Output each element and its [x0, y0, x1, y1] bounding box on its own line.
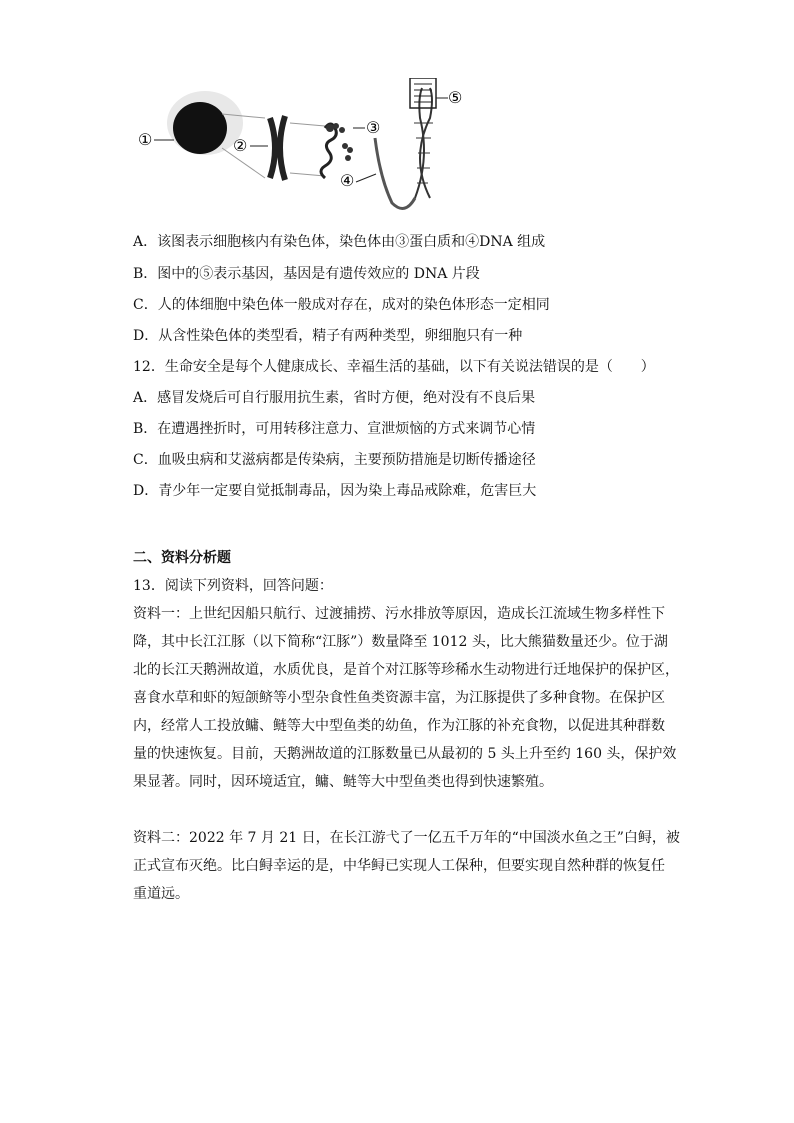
material-one-line: 资料一：上世纪因船只航行、过渡捕捞、污水排放等原因，造成长江流域生物多样性下: [133, 606, 665, 622]
material-two-line: 正式宣布灭绝。比白鲟幸运的是，中华鲟已实现人工保种，但要实现自然种群的恢复任: [133, 858, 665, 874]
q11-option-d: D．从含性染色体的类型看，精子有两种类型，卵细胞只有一种: [133, 328, 523, 344]
label-1: ①: [138, 130, 153, 149]
material-one-line: 量的快速恢复。目前，天鹅洲故道的江豚数量已从最初的 5 头上升至约 160 头，保护效: [133, 746, 677, 762]
material-one-line: 内，经常人工投放鳙、鲢等大中型鱼类的幼鱼，作为江豚的补充食物，以促进其种群数: [133, 718, 665, 734]
dna-strand: [375, 78, 436, 208]
material-one-line: 北的长江天鹅洲故道，水质优良，是首个对江豚等珍稀水生动物进行迁地保护的保护区，: [133, 662, 679, 678]
diagram-svg: [130, 78, 470, 223]
q11-option-a: A．该图表示细胞核内有染色体，染色体由③蛋白质和④DNA 组成: [133, 234, 546, 250]
q12-option-d: D．青少年一定要自觉抵制毒品，因为染上毒品戒除难，危害巨大: [133, 483, 537, 499]
material-one-line: 喜食水草和虾的短颌鲚等小型杂食性鱼类资源丰富，为江豚提供了多种食物。在保护区: [133, 690, 665, 706]
q12-option-c: C．血吸虫病和艾滋病都是传染病，主要预防措施是切断传播途径: [133, 452, 536, 468]
material-two: [133, 824, 680, 908]
label-2: ②: [233, 136, 248, 155]
material-two-line: 重道远。: [133, 886, 189, 902]
chromosome-dna-diagram: [130, 78, 470, 223]
q12-stem: 12．生命安全是每个人健康成长、幸福生活的基础，以下有关说法错误的是（ ）: [133, 359, 655, 375]
material-one-line: 降，其中长江江豚（以下简称“江豚”）数量降至 1012 头，比大熊猫数量还少。位于湖: [133, 634, 668, 650]
material-one-line: 果显著。同时，因环境适宜，鳙、鲢等大中型鱼类也得到快速繁殖。: [133, 774, 553, 790]
label-4: ④: [340, 171, 355, 190]
q12-option-b: B．在遭遇挫折时，可用转移注意力、宣泄烦恼的方式来调节心情: [133, 421, 536, 437]
label-5: ⑤: [448, 88, 463, 107]
chromosome-shape: [270, 116, 285, 180]
q11-option-c: C．人的体细胞中染色体一般成对存在，成对的染色体形态一定相同: [133, 297, 550, 313]
nucleus-shape: [173, 102, 227, 154]
protein-beads: [342, 143, 353, 161]
material-one: [133, 600, 679, 796]
chromatin-coil: [321, 123, 345, 178]
label-3: ③: [366, 118, 381, 137]
q11-option-b: B．图中的⑤表示基因，基因是有遗传效应的 DNA 片段: [133, 266, 480, 282]
q12-option-a: A．感冒发烧后可自行服用抗生素，省时方便，绝对没有不良后果: [133, 390, 536, 406]
q13-stem: 13．阅读下列资料，回答问题：: [133, 578, 333, 594]
section-heading: 二、资料分析题: [133, 550, 231, 566]
material-two-line: 资料二：2022 年 7 月 21 日，在长江游弋了一亿五千万年的“中国淡水鱼之王”白鲟，被: [133, 830, 680, 846]
